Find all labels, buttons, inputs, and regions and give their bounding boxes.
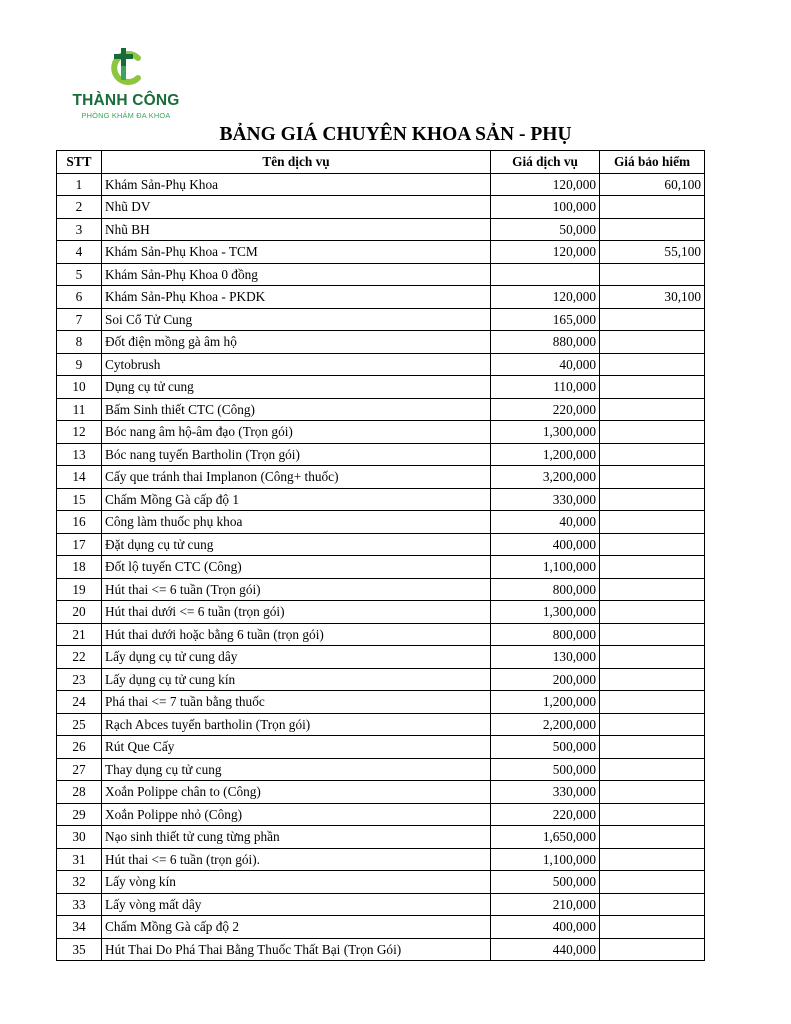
row-stt: 26 [57,736,102,759]
row-stt: 29 [57,803,102,826]
table-row [57,286,705,309]
row-insurance-price [600,263,705,286]
table-row [57,241,705,264]
row-service-price: 40,000 [491,511,600,534]
row-stt: 14 [57,466,102,489]
row-service-name: Khám Sản-Phụ Khoa - TCM [102,241,491,264]
row-insurance-price [600,331,705,354]
table-row [57,353,705,376]
row-insurance-price [600,916,705,939]
row-insurance-price [600,421,705,444]
table-row [57,848,705,871]
row-service-name: Chấm Mồng Gà cấp độ 1 [102,488,491,511]
row-service-name: Rạch Abces tuyến bartholin (Trọn gói) [102,713,491,736]
table-row [57,218,705,241]
row-service-price: 1,650,000 [491,826,600,849]
row-service-price: 800,000 [491,578,600,601]
row-service-name: Hút thai dưới <= 6 tuần (trọn gói) [102,601,491,624]
row-insurance-price [600,376,705,399]
table-row [57,331,705,354]
row-stt: 24 [57,691,102,714]
header-stt: STT [57,151,102,174]
table-row [57,938,705,961]
clinic-logo-icon [104,46,148,90]
row-insurance-price [600,668,705,691]
row-service-name: Đặt dụng cụ tử cung [102,533,491,556]
row-insurance-price [600,803,705,826]
row-service-price: 210,000 [491,893,600,916]
row-service-name: Thay dụng cụ tử cung [102,758,491,781]
row-service-name: Lấy vòng kín [102,871,491,894]
row-stt: 23 [57,668,102,691]
row-service-name: Lấy dụng cụ tử cung dây [102,646,491,669]
row-service-name: Xoắn Polippe nhỏ (Công) [102,803,491,826]
row-service-price: 1,300,000 [491,421,600,444]
row-service-name: Bấm Sinh thiết CTC (Công) [102,398,491,421]
row-insurance-price [600,713,705,736]
table-row [57,871,705,894]
row-stt: 22 [57,646,102,669]
row-stt: 19 [57,578,102,601]
row-service-price: 3,200,000 [491,466,600,489]
row-service-price: 200,000 [491,668,600,691]
row-insurance-price [600,556,705,579]
row-insurance-price [600,443,705,466]
row-stt: 12 [57,421,102,444]
row-service-name: Cấy que tránh thai Implanon (Công+ thuốc) [102,466,491,489]
row-insurance-price [600,466,705,489]
row-service-name: Hút Thai Do Phá Thai Bằng Thuốc Thất Bại (Trọn Gói) [102,938,491,961]
row-service-price: 400,000 [491,533,600,556]
row-service-name: Đốt điện mồng gà âm hộ [102,331,491,354]
table-row [57,263,705,286]
row-insurance-price [600,308,705,331]
row-stt: 10 [57,376,102,399]
table-row [57,421,705,444]
clinic-tagline: PHÒNG KHÁM ĐA KHOA [81,111,171,120]
row-insurance-price [600,218,705,241]
row-stt: 13 [57,443,102,466]
row-insurance-price [600,601,705,624]
row-service-price: 100,000 [491,196,600,219]
row-insurance-price [600,826,705,849]
row-service-name: Dụng cụ tử cung [102,376,491,399]
table-row [57,736,705,759]
row-service-price: 50,000 [491,218,600,241]
row-stt: 21 [57,623,102,646]
row-stt: 1 [57,173,102,196]
table-row [57,916,705,939]
row-service-name: Khám Sản-Phụ Khoa 0 đồng [102,263,491,286]
row-stt: 2 [57,196,102,219]
table-row [57,511,705,534]
price-table [56,150,705,961]
row-insurance-price [600,646,705,669]
row-service-price: 330,000 [491,488,600,511]
row-service-price: 40,000 [491,353,600,376]
row-insurance-price [600,398,705,421]
row-service-name: Nhũ BH [102,218,491,241]
row-service-price [491,263,600,286]
row-service-name: Đốt lộ tuyến CTC (Công) [102,556,491,579]
row-service-price: 1,300,000 [491,601,600,624]
row-stt: 31 [57,848,102,871]
row-stt: 7 [57,308,102,331]
row-service-price: 120,000 [491,241,600,264]
table-row [57,533,705,556]
table-row [57,173,705,196]
row-service-price: 1,100,000 [491,848,600,871]
table-row [57,601,705,624]
row-insurance-price [600,781,705,804]
row-service-price: 120,000 [491,286,600,309]
row-stt: 8 [57,331,102,354]
row-service-name: Lấy dụng cụ tử cung kín [102,668,491,691]
row-service-name: Hút thai dưới hoặc bằng 6 tuần (trọn gói) [102,623,491,646]
row-insurance-price [600,623,705,646]
table-row [57,826,705,849]
row-service-name: Chấm Mồng Gà cấp độ 2 [102,916,491,939]
row-service-price: 400,000 [491,916,600,939]
row-service-price: 1,200,000 [491,691,600,714]
table-row [57,893,705,916]
row-stt: 20 [57,601,102,624]
row-service-price: 880,000 [491,331,600,354]
row-stt: 15 [57,488,102,511]
row-insurance-price [600,511,705,534]
table-row [57,713,705,736]
row-insurance-price [600,353,705,376]
row-stt: 5 [57,263,102,286]
row-service-name: Khám Sản-Phụ Khoa [102,173,491,196]
row-service-price: 440,000 [491,938,600,961]
row-service-price: 500,000 [491,758,600,781]
row-service-name: Lấy vòng mất dây [102,893,491,916]
row-service-name: Nhũ DV [102,196,491,219]
row-service-name: Bóc nang âm hộ-âm đạo (Trọn gói) [102,421,491,444]
row-insurance-price [600,736,705,759]
row-service-name: Khám Sản-Phụ Khoa - PKDK [102,286,491,309]
clinic-logo [66,46,186,126]
table-row [57,466,705,489]
row-service-price: 330,000 [491,781,600,804]
page-title: BẢNG GIÁ CHUYÊN KHOA SẢN - PHỤ [219,124,572,145]
row-stt: 11 [57,398,102,421]
row-insurance-price [600,196,705,219]
table-row [57,623,705,646]
table-row [57,376,705,399]
row-insurance-price [600,488,705,511]
row-service-name: Phá thai <= 7 tuần bằng thuốc [102,691,491,714]
table-row [57,646,705,669]
row-stt: 9 [57,353,102,376]
row-stt: 16 [57,511,102,534]
table-row [57,803,705,826]
row-stt: 27 [57,758,102,781]
table-row [57,668,705,691]
row-insurance-price [600,938,705,961]
table-row [57,556,705,579]
row-service-price: 130,000 [491,646,600,669]
table-row [57,488,705,511]
row-stt: 35 [57,938,102,961]
row-stt: 17 [57,533,102,556]
row-service-price: 500,000 [491,736,600,759]
row-service-name: Rút Que Cấy [102,736,491,759]
row-service-name: Hút thai <= 6 tuần (Trọn gói) [102,578,491,601]
row-service-price: 800,000 [491,623,600,646]
row-stt: 33 [57,893,102,916]
table-row [57,758,705,781]
table-row [57,578,705,601]
row-service-price: 500,000 [491,871,600,894]
row-service-name: Hút thai <= 6 tuần (trọn gói). [102,848,491,871]
row-stt: 32 [57,871,102,894]
row-insurance-price: 55,100 [600,241,705,264]
row-insurance-price [600,893,705,916]
row-insurance-price [600,578,705,601]
header-service-price: Giá dịch vụ [491,151,600,174]
row-insurance-price [600,871,705,894]
row-insurance-price [600,848,705,871]
header-insurance-price: Giá bảo hiểm [600,151,705,174]
row-insurance-price: 30,100 [600,286,705,309]
table-row [57,196,705,219]
row-service-price: 220,000 [491,803,600,826]
table-header-row [57,151,705,174]
row-stt: 6 [57,286,102,309]
row-service-price: 1,100,000 [491,556,600,579]
table-row [57,781,705,804]
row-service-name: Bóc nang tuyến Bartholin (Trọn gói) [102,443,491,466]
row-service-name: Cytobrush [102,353,491,376]
row-service-price: 220,000 [491,398,600,421]
row-insurance-price [600,691,705,714]
row-stt: 3 [57,218,102,241]
row-service-price: 120,000 [491,173,600,196]
table-row [57,308,705,331]
row-service-name: Xoắn Polippe chân to (Công) [102,781,491,804]
row-insurance-price [600,533,705,556]
row-insurance-price: 60,100 [600,173,705,196]
row-insurance-price [600,758,705,781]
table-row [57,398,705,421]
table-row [57,691,705,714]
row-service-price: 110,000 [491,376,600,399]
row-stt: 4 [57,241,102,264]
table-row [57,443,705,466]
row-service-name: Công làm thuốc phụ khoa [102,511,491,534]
row-stt: 28 [57,781,102,804]
header-service-name: Tên dịch vụ [102,151,491,174]
row-service-price: 1,200,000 [491,443,600,466]
row-service-name: Soi Cổ Tử Cung [102,308,491,331]
row-stt: 18 [57,556,102,579]
row-service-name: Nạo sinh thiết tử cung từng phần [102,826,491,849]
row-stt: 30 [57,826,102,849]
row-service-price: 165,000 [491,308,600,331]
row-stt: 34 [57,916,102,939]
row-service-price: 2,200,000 [491,713,600,736]
clinic-name: THÀNH CÔNG [72,92,180,109]
row-stt: 25 [57,713,102,736]
